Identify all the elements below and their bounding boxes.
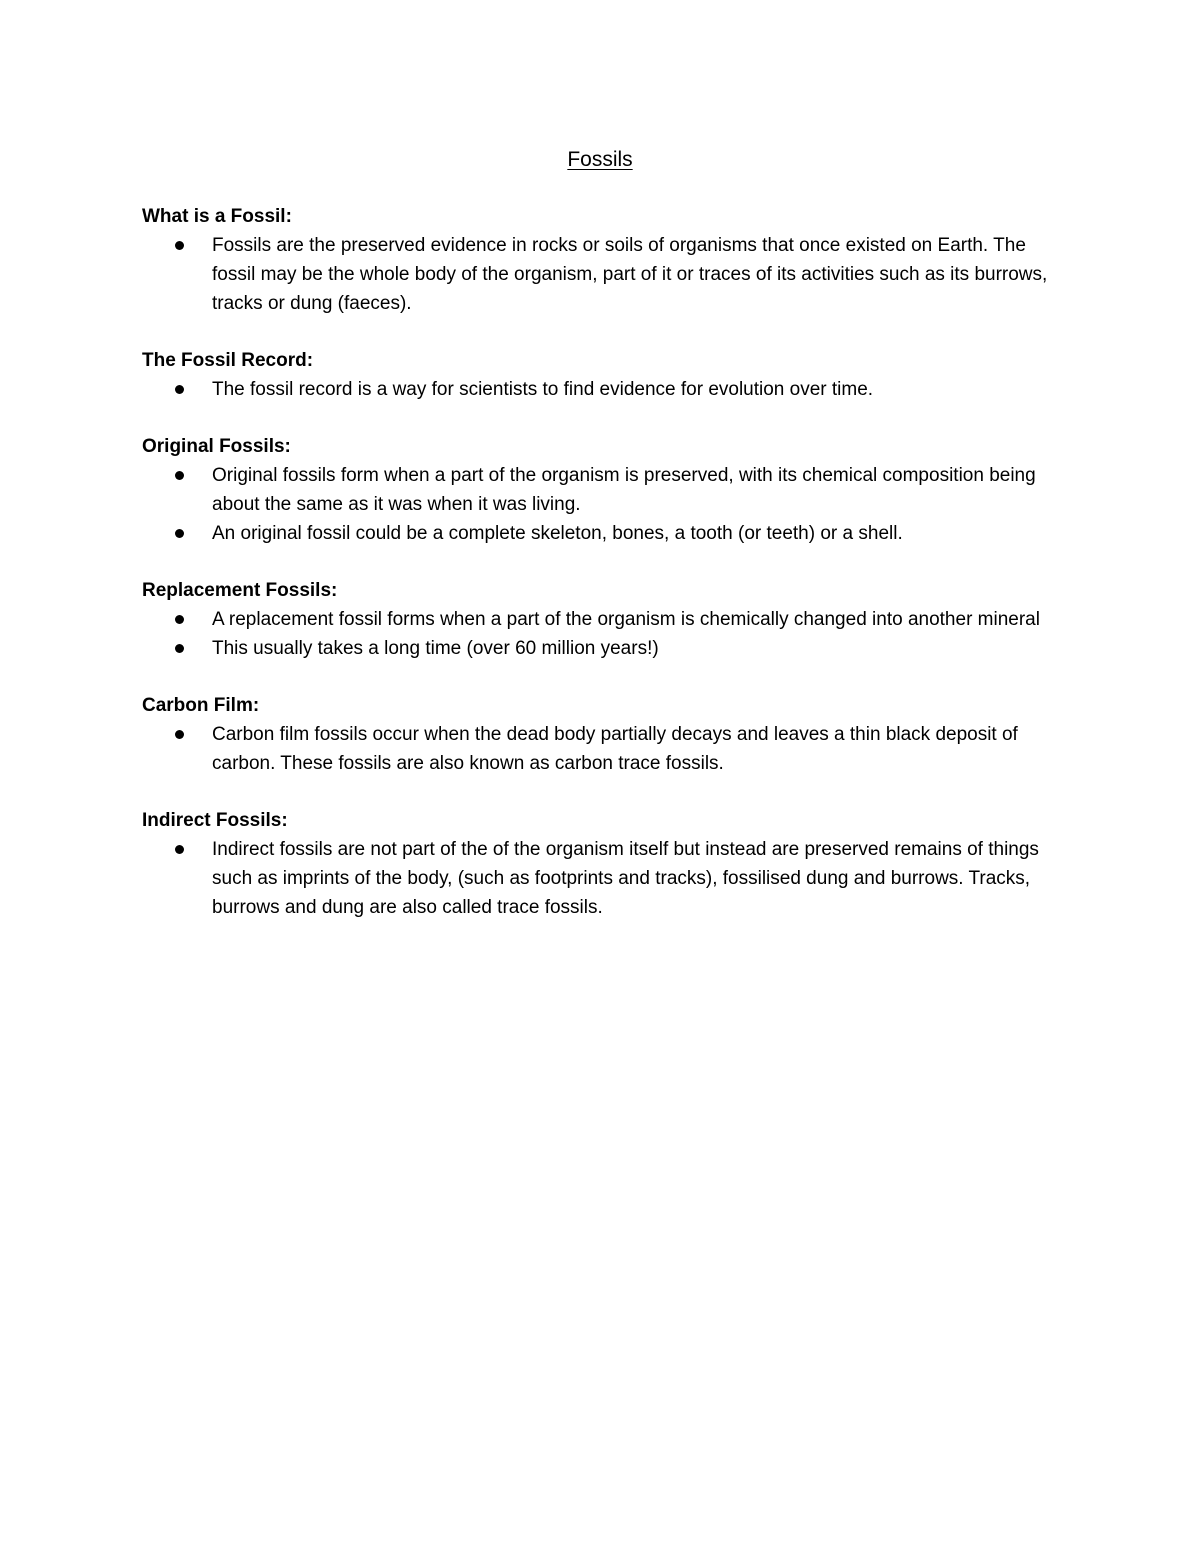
list-item [142, 375, 1062, 404]
list-item [142, 634, 1062, 663]
bullet-icon [175, 385, 184, 394]
bullet-icon [175, 644, 184, 653]
document-title: Fossils [567, 148, 633, 171]
bullet-icon [175, 241, 184, 250]
list-item-text: A replacement fossil forms when a part of the organism is chemically changed into another mineral [212, 609, 1040, 630]
bullet-icon [175, 529, 184, 538]
bullet-icon [175, 471, 184, 480]
bullet-icon [175, 730, 184, 739]
list-item-text: Carbon film fossils occur when the dead body partially decays and leaves a thin black deposit of carbon. These fossils are also known as carbon trace fossils. [212, 724, 1018, 774]
section-the-fossil-record [142, 346, 1062, 404]
section-indirect-fossils [142, 806, 1062, 922]
bullet-list [142, 720, 1062, 778]
list-item [142, 519, 1062, 548]
section-heading: Original Fossils: [142, 436, 291, 457]
section-carbon-film [142, 691, 1062, 778]
bullet-list [142, 375, 1062, 404]
bullet-icon [175, 615, 184, 624]
section-heading: Carbon Film: [142, 695, 260, 716]
list-item [142, 231, 1062, 318]
list-item-text: An original fossil could be a complete skeleton, bones, a tooth (or teeth) or a shell. [212, 523, 903, 544]
list-item-text: Fossils are the preserved evidence in rocks or soils of organisms that once existed on Earth. The fossil may be the whole body of the organism, part of it or traces of its activities such as its burrows, tracks or dung (faeces). [212, 235, 1048, 314]
bullet-list [142, 461, 1062, 548]
list-item [142, 461, 1062, 519]
document-body [142, 202, 1062, 950]
list-item-text: This usually takes a long time (over 60 million years!) [212, 638, 659, 659]
section-heading: The Fossil Record: [142, 350, 314, 371]
section-heading: Indirect Fossils: [142, 810, 288, 831]
section-what-is-a-fossil [142, 202, 1062, 318]
section-original-fossils [142, 432, 1062, 548]
list-item-text: Indirect fossils are not part of the of the organism itself but instead are preserved remains of things such as imprints of the body, (such as footprints and tracks), fossilised dung and burrows. Tracks, burrows and dung are also called trace fossils. [212, 839, 1039, 918]
list-item [142, 835, 1062, 922]
bullet-list [142, 835, 1062, 922]
section-heading: What is a Fossil: [142, 206, 292, 227]
list-item-text: The fossil record is a way for scientists to find evidence for evolution over time. [212, 379, 874, 400]
bullet-list [142, 231, 1062, 318]
bullet-list [142, 605, 1062, 663]
list-item [142, 605, 1062, 634]
section-replacement-fossils [142, 576, 1062, 663]
list-item-text: Original fossils form when a part of the organism is preserved, with its chemical composition being about the same as it was when it was living. [212, 465, 1036, 515]
section-heading: Replacement Fossils: [142, 580, 338, 601]
bullet-icon [175, 845, 184, 854]
list-item [142, 720, 1062, 778]
